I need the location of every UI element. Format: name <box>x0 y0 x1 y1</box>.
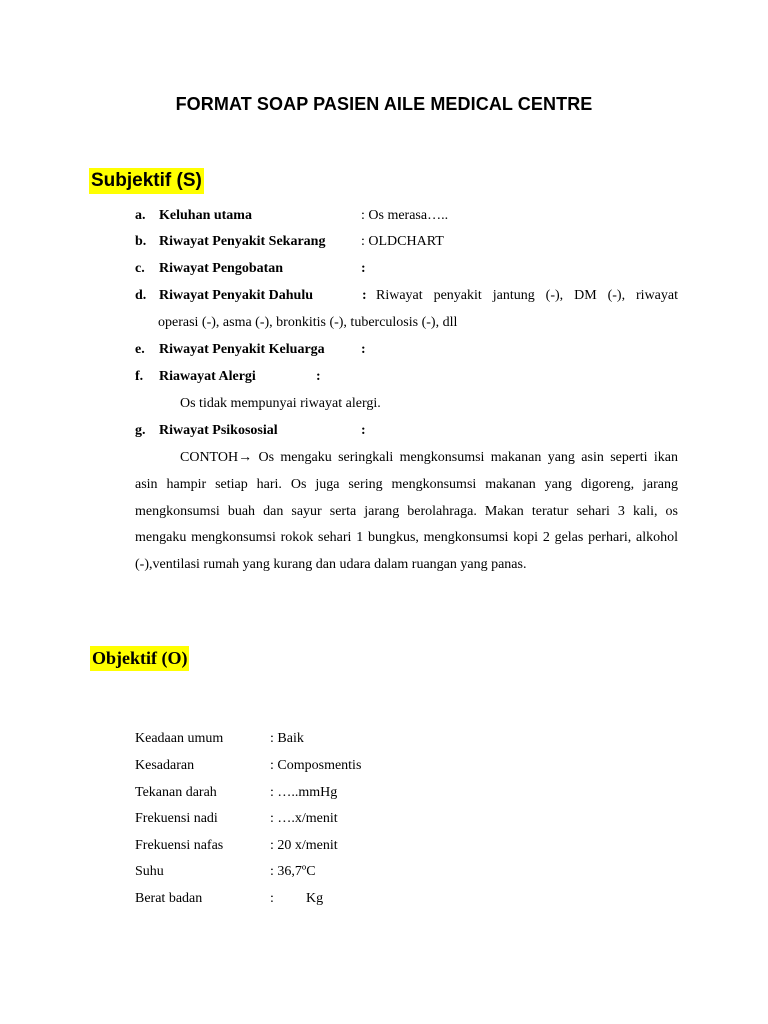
vital-label: Suhu <box>135 864 164 879</box>
vital-label: Keadaan umum <box>135 731 224 746</box>
item-colon: : <box>362 288 367 303</box>
vital-unit: Kg <box>306 891 324 906</box>
item-letter: b. <box>135 234 147 249</box>
subjektif-item-d-continuation: operasi (-), asma (-), bronkitis (-), tuberculosis (-), dll <box>158 315 458 330</box>
item-label: Riwayat Psikososial <box>159 423 278 438</box>
contoh-text: Os mengaku seringkali mengkonsumsi makanan yang asin seperti ikan asin hampir setiap hari. Os juga sering mengkonsumsi makanan yang digoreng, jarang mengkonsumsi buah dan sayur serta jarang berolahraga. Makan teratur sehari 3 kali, os mengaku mengkonsumsi rokok sehari 1 bungkus, mengkonsumsi kopi 2 gelas perhari, alkohol (-),ventilasi rumah yang kurang dan udara dalam ruangan yang panas. <box>135 450 678 572</box>
item-value: : <box>361 261 366 276</box>
vital-label: Tekanan darah <box>135 785 217 800</box>
item-letter: a. <box>135 208 146 223</box>
vital-label: Kesadaran <box>135 758 195 773</box>
item-value: : Os merasa….. <box>361 208 449 223</box>
vital-value: : <box>270 891 274 906</box>
arrow-right-icon: → <box>238 448 253 464</box>
item-label: Riwayat Penyakit Dahulu <box>159 288 314 303</box>
vital-label: Frekuensi nadi <box>135 811 218 826</box>
item-letter: e. <box>135 342 145 357</box>
vital-value: : Baik <box>270 731 304 746</box>
subjektif-heading-text: Subjektif (S) <box>89 168 204 194</box>
vital-value: : ….x/menit <box>270 811 338 826</box>
item-value: : OLDCHART <box>361 234 444 249</box>
section-heading-objektif <box>90 648 189 669</box>
vital-value: : 20 x/menit <box>270 838 338 853</box>
vital-label: Berat badan <box>135 891 203 906</box>
item-label: Riwayat Penyakit Keluarga <box>159 342 325 357</box>
vital-value: : Composmentis <box>270 758 362 773</box>
item-letter: d. <box>135 288 147 303</box>
item-value: : <box>361 342 366 357</box>
allergy-note: Os tidak mempunyai riwayat alergi. <box>180 396 381 411</box>
item-letter: c. <box>135 261 145 276</box>
item-value: : <box>361 423 366 438</box>
section-heading-subjektif <box>89 170 204 192</box>
item-label: Riwayat Pengobatan <box>159 261 284 276</box>
objektif-heading-text: Objektif (O) <box>90 646 189 671</box>
item-label: Riwayat Penyakit Sekarang <box>159 234 326 249</box>
contoh-label: CONTOH <box>180 450 239 465</box>
item-value: : <box>316 369 321 384</box>
psikososial-paragraph <box>135 443 678 579</box>
vital-label: Frekuensi nafas <box>135 838 224 853</box>
vital-value: : …..mmHg <box>270 785 338 800</box>
item-value: Riwayat penyakit jantung (-), DM (-), riwayat <box>376 288 678 303</box>
item-label: Keluhan utama <box>159 208 252 223</box>
item-letter: f. <box>135 369 144 384</box>
item-label: Riawayat Alergi <box>159 369 256 384</box>
item-letter: g. <box>135 423 146 438</box>
vital-value: : 36,7ºC <box>270 864 316 879</box>
document-title: FORMAT SOAP PASIEN AILE MEDICAL CENTRE <box>175 94 593 114</box>
